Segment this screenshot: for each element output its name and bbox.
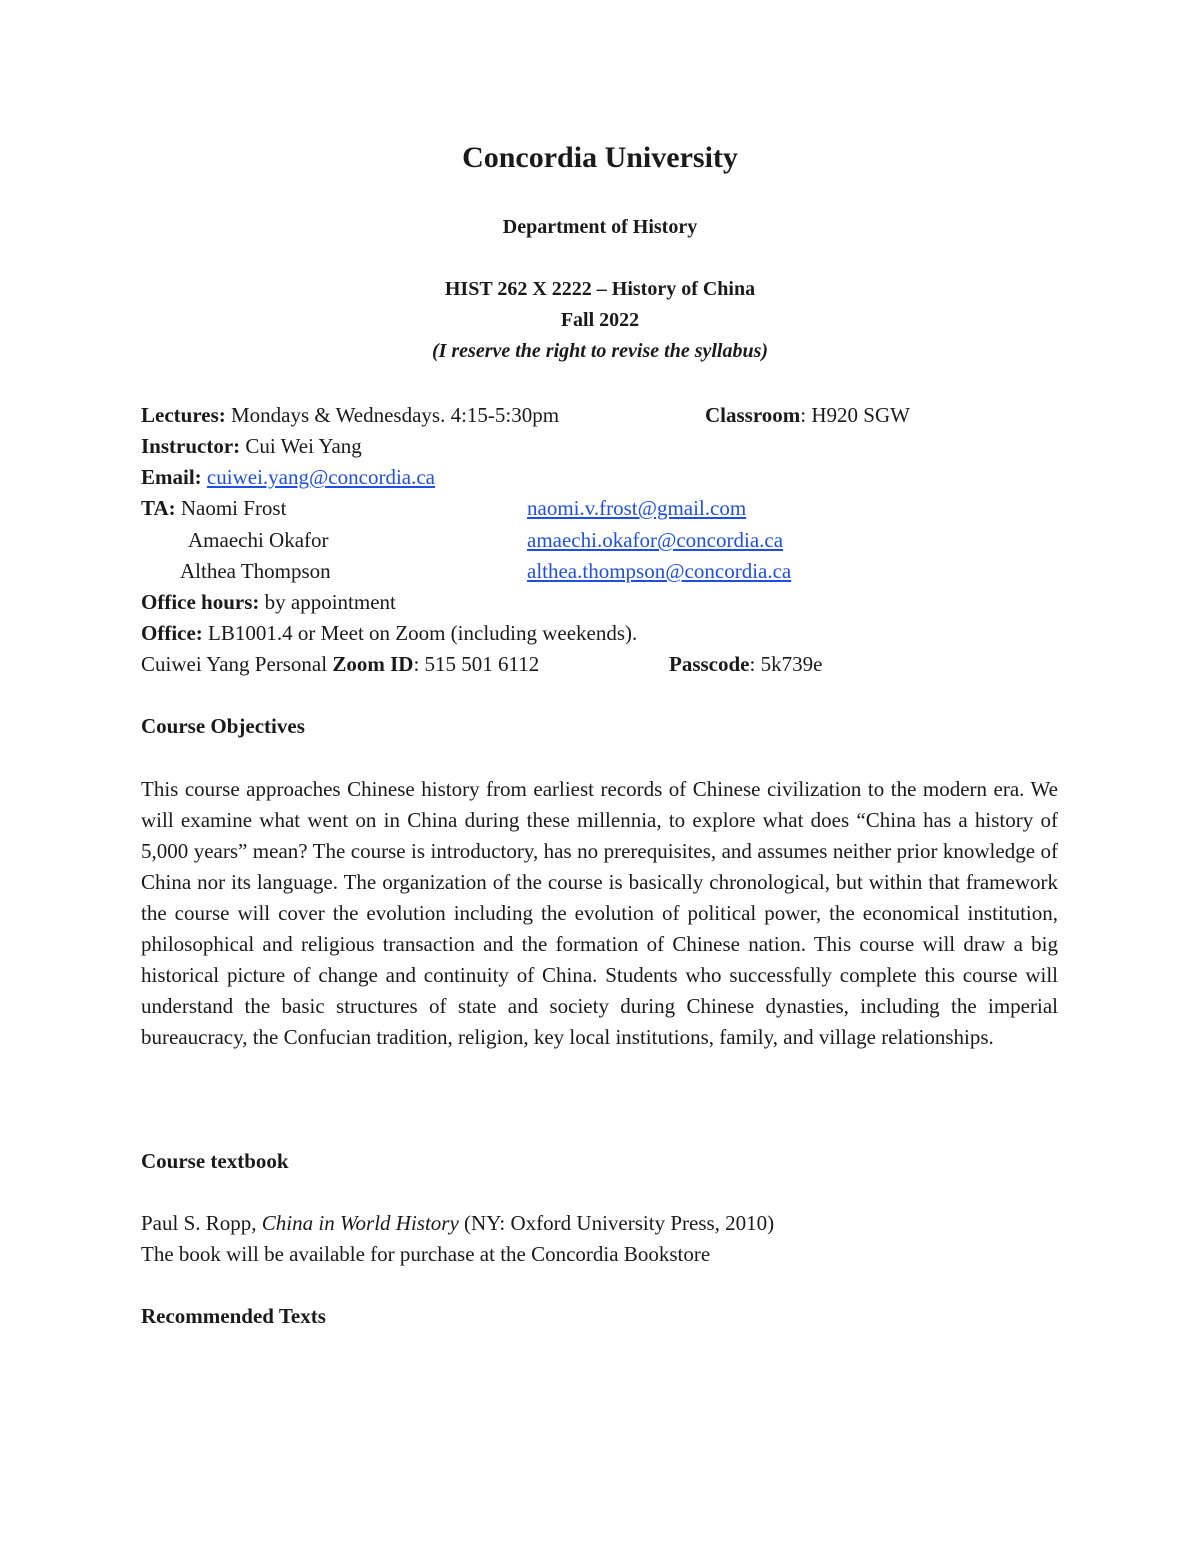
email-label: Email: xyxy=(141,465,202,489)
recommended-heading: Recommended Texts xyxy=(141,1304,326,1328)
textbook-publisher: (NY: Oxford University Press, 2010) xyxy=(458,1211,775,1235)
instructor-name: Cui Wei Yang xyxy=(245,434,362,458)
term: Fall 2022 xyxy=(560,309,640,331)
ta-email-3 xyxy=(527,559,791,583)
ta-line-1 xyxy=(141,496,286,520)
objectives-heading: Course Objectives xyxy=(141,714,305,738)
ta-email-link[interactable]: amaechi.okafor@concordia.ca xyxy=(527,528,784,552)
ta-email-1 xyxy=(527,496,746,520)
classroom-value: : H920 SGW xyxy=(800,403,910,427)
textbook-title: China in World History xyxy=(261,1211,459,1235)
zoom-label: Zoom ID xyxy=(332,652,414,676)
instructor-line xyxy=(141,434,362,458)
objectives-body: This course approaches Chinese history from earliest records of Chinese civilization to the modern era. We will examine what went on in China during these millennia, to explore what does “China has a history of 5,000 years” mean? The course is introductory, has no prerequisites, and assumes neither prior knowledge of China nor its language. The organization of the course is basically chronological, but within that framework the course will cover the evolution including the evolution of political power, the economical institution, philosophical and religious transaction and the formation of Chinese nation. This course will draw a big historical picture of change and continuity of China. Students who successfully complete this course will understand the basic structures of state and society during Chinese dynasties, including the imperial bureaucracy, the Confucian tradition, religion, key local institutions, family, and village relationships. xyxy=(141,777,1058,1049)
classroom-label: Classroom xyxy=(705,403,801,427)
zoom-prefix: Cuiwei Yang Personal xyxy=(141,652,328,676)
passcode-label: Passcode xyxy=(669,652,750,676)
zoom-line xyxy=(141,652,539,676)
lectures-value: Mondays & Wednesdays. 4:15-5:30pm xyxy=(231,403,560,427)
office-hours-value: by appointment xyxy=(264,590,396,614)
office-line xyxy=(141,621,637,645)
classroom-line xyxy=(705,403,910,427)
textbook-availability: The book will be available for purchase at the Concordia Bookstore xyxy=(141,1242,711,1266)
university-title: Concordia University xyxy=(462,141,738,174)
ta-name: Naomi Frost xyxy=(180,496,287,520)
zoom-id-value: : 515 501 6112 xyxy=(413,652,540,676)
passcode-value: : 5k739e xyxy=(749,652,823,676)
textbook-heading: Course textbook xyxy=(141,1149,289,1173)
ta-label: TA: xyxy=(141,496,176,520)
ta-email-2 xyxy=(527,528,783,552)
lectures-line xyxy=(141,403,559,427)
ta-name: Althea Thompson xyxy=(180,559,331,583)
ta-email-link[interactable]: althea.thompson@concordia.ca xyxy=(527,559,792,583)
revision-note: (I reserve the right to revise the syllabus) xyxy=(431,340,769,362)
course-title: HIST 262 X 2222 – History of China xyxy=(444,278,756,300)
ta-name: Amaechi Okafor xyxy=(188,528,329,552)
office-value: LB1001.4 or Meet on Zoom (including weekends). xyxy=(208,621,638,645)
lectures-label: Lectures: xyxy=(141,403,226,427)
email-line xyxy=(141,465,435,489)
instructor-label: Instructor: xyxy=(141,434,241,458)
ta-email-link[interactable]: naomi.v.frost@gmail.com xyxy=(527,496,747,520)
department-name: Department of History xyxy=(502,216,698,238)
office-label: Office: xyxy=(141,621,203,645)
instructor-email-link[interactable]: cuiwei.yang@concordia.ca xyxy=(206,465,435,489)
textbook-author: Paul S. Ropp, xyxy=(141,1211,262,1235)
office-hours-line xyxy=(141,590,396,614)
office-hours-label: Office hours: xyxy=(141,590,260,614)
passcode-line xyxy=(669,652,822,676)
textbook-citation xyxy=(141,1211,774,1235)
